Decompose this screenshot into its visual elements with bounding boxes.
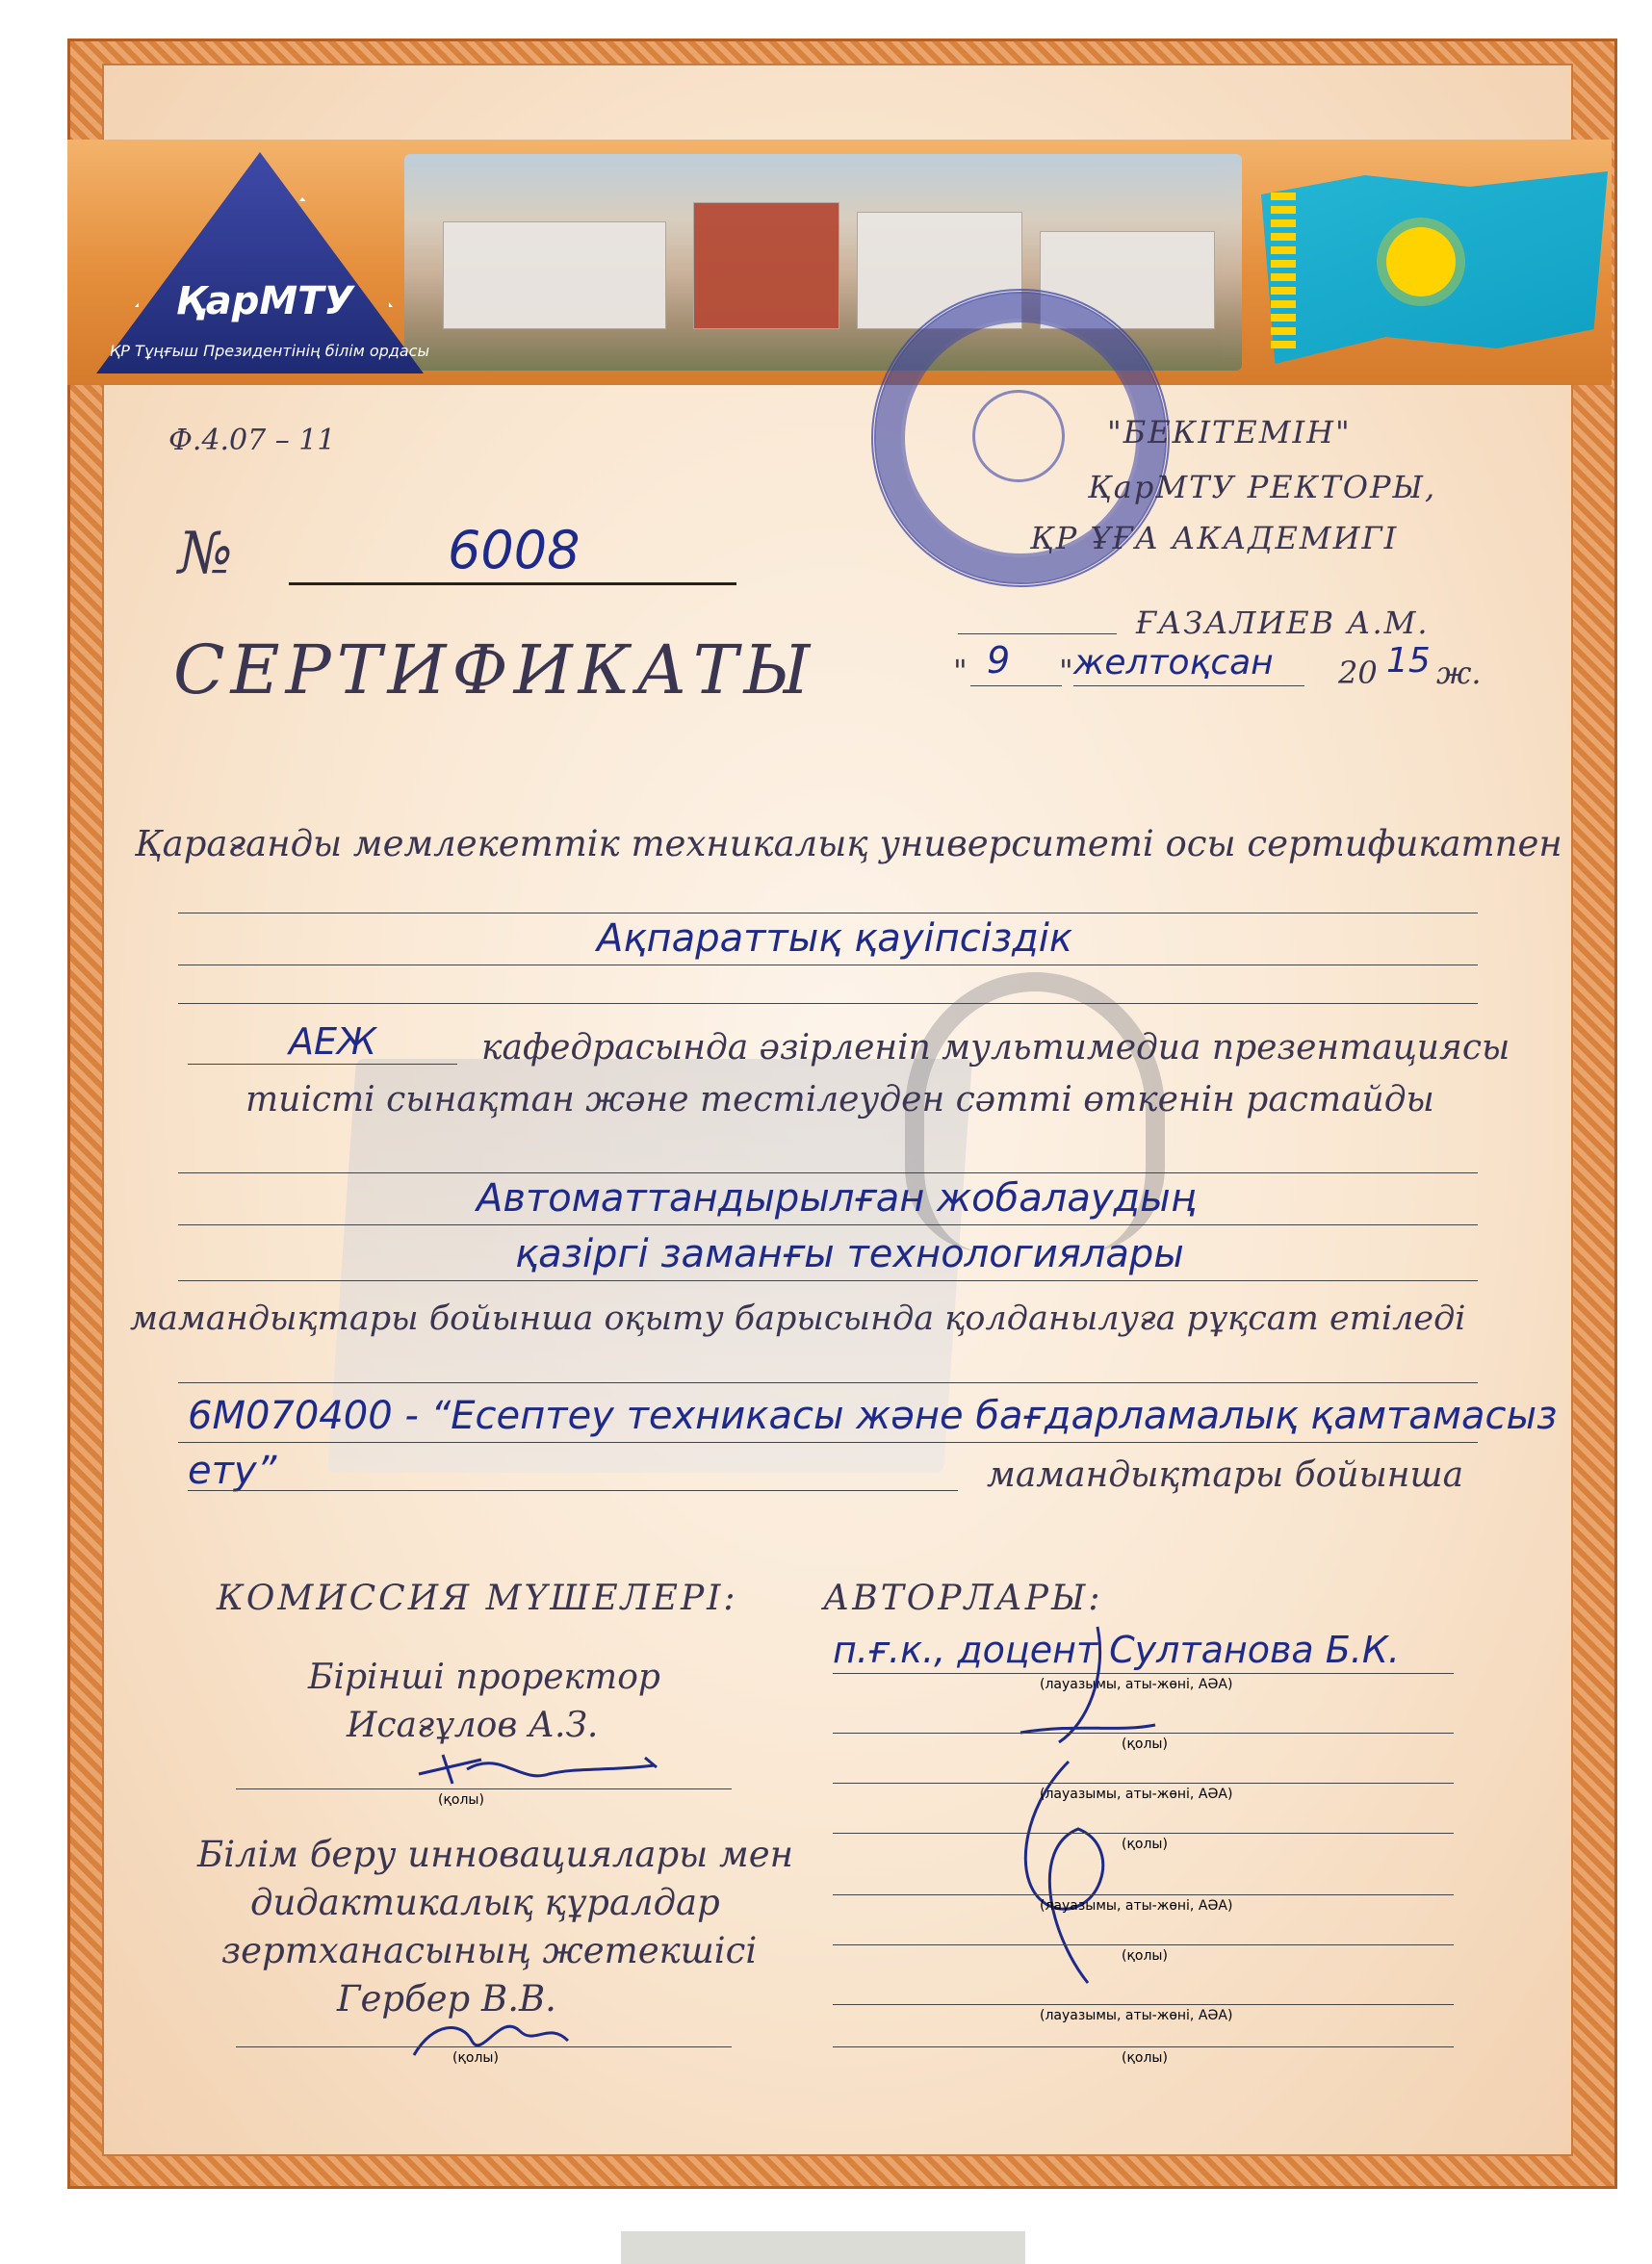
date-year-prefix: 20 (1338, 655, 1378, 691)
certificate-title: СЕРТИФИКАТЫ (173, 630, 816, 709)
intro-text: Қарағанды мемлекеттік техникалық университеті осы сертификатпен (135, 823, 1562, 864)
member2-title-line2: дидактикалық құралдар (250, 1882, 720, 1923)
author2-signature-caption: (қолы) (1122, 1837, 1168, 1852)
specialty-suffix: мамандықтары бойынша (987, 1455, 1464, 1495)
course-title-line2: қазіргі заманғы технологиялары (515, 1232, 1184, 1276)
member1-name: Исағұлов А.З. (347, 1706, 599, 1745)
author4-signature-caption: (қолы) (1122, 2050, 1168, 2066)
member1-title: Бірінші проректор (308, 1658, 660, 1697)
date-month: желтоқсан (1073, 643, 1274, 682)
permission-text: мамандықтары бойынша оқыту барысында қолданылуға рұқсат етіледі (130, 1299, 1466, 1338)
date-quote-open: " (953, 653, 968, 689)
member2-name: Гербер В.В. (337, 1978, 556, 2020)
department-name: АЕЖ (289, 1020, 376, 1063)
date-year-suffix: 15 (1386, 641, 1431, 681)
logo-subtitle: ҚР Тұңғыш Президентінің білім ордасы (109, 342, 430, 360)
flag-sun-icon (1386, 227, 1456, 296)
date-day: 9 (987, 639, 1011, 682)
member2-title-line1: Білім беру инновациялары мен (197, 1834, 793, 1875)
logo-text: ҚарМТУ (175, 279, 354, 323)
subject-name: Ақпараттық қауіпсіздік (597, 916, 1073, 961)
author1-name: п.ғ.к., доцент Султанова Б.К. (833, 1629, 1400, 1671)
member2-signature-caption: (қолы) (452, 2050, 499, 2066)
author3-position-caption: (лауазымы, аты-жөні, АӘА) (1040, 1898, 1233, 1914)
approval-rector-title: ҚарМТУ РЕКТОРЫ, (1088, 469, 1437, 505)
approval-heading: "БЕКІТЕМІН" (1107, 414, 1352, 450)
author3-signature-caption: (қолы) (1122, 1948, 1168, 1964)
confirmation-text: тиісті сынақтан және тестілеуден сәтті өткенін растайды (245, 1080, 1434, 1119)
specialty-line2: ету” (188, 1449, 277, 1493)
certificate-number: 6008 (448, 520, 581, 580)
approval-academic-title: ҚР ҰҒА АКАДЕМИГІ (1030, 520, 1399, 556)
date-quote-close: " (1059, 653, 1073, 689)
scan-artifact (621, 2231, 1025, 2264)
member1-signature-caption: (қолы) (438, 1792, 484, 1808)
authors-heading: АВТОРЛАРЫ: (823, 1579, 1103, 1618)
number-label: № (178, 520, 233, 587)
author1-position-caption: (лауазымы, аты-жөні, АӘА) (1040, 1677, 1233, 1692)
member2-title-line3: зертханасының жетекшісі (221, 1930, 758, 1971)
specialty-line1: 6М070400 - “Есептеу техникасы және бағдарламалық қамтамасыз (188, 1394, 1558, 1438)
member1-signature (414, 1740, 664, 1798)
commission-heading: КОМИССИЯ МҮШЕЛЕРІ: (217, 1579, 738, 1618)
flag-ornament (1271, 193, 1296, 351)
author4-position-caption: (лауазымы, аты-жөні, АӘА) (1040, 2008, 1233, 2023)
course-title-line1: Автоматтандырылған жобалаудың (477, 1176, 1197, 1221)
rector-name: ҒАЗАЛИЕВ А.М. (1136, 605, 1430, 641)
date-year-unit: ж. (1436, 655, 1482, 691)
department-text: кафедрасында әзірленіп мультимедиа презентациясы (481, 1028, 1510, 1068)
author2-position-caption: (лауазымы, аты-жөні, АӘА) (1040, 1787, 1233, 1802)
form-code: Ф.4.07 – 11 (168, 424, 336, 457)
stamp-emblem (972, 390, 1065, 482)
author1-signature-caption: (қолы) (1122, 1737, 1168, 1752)
